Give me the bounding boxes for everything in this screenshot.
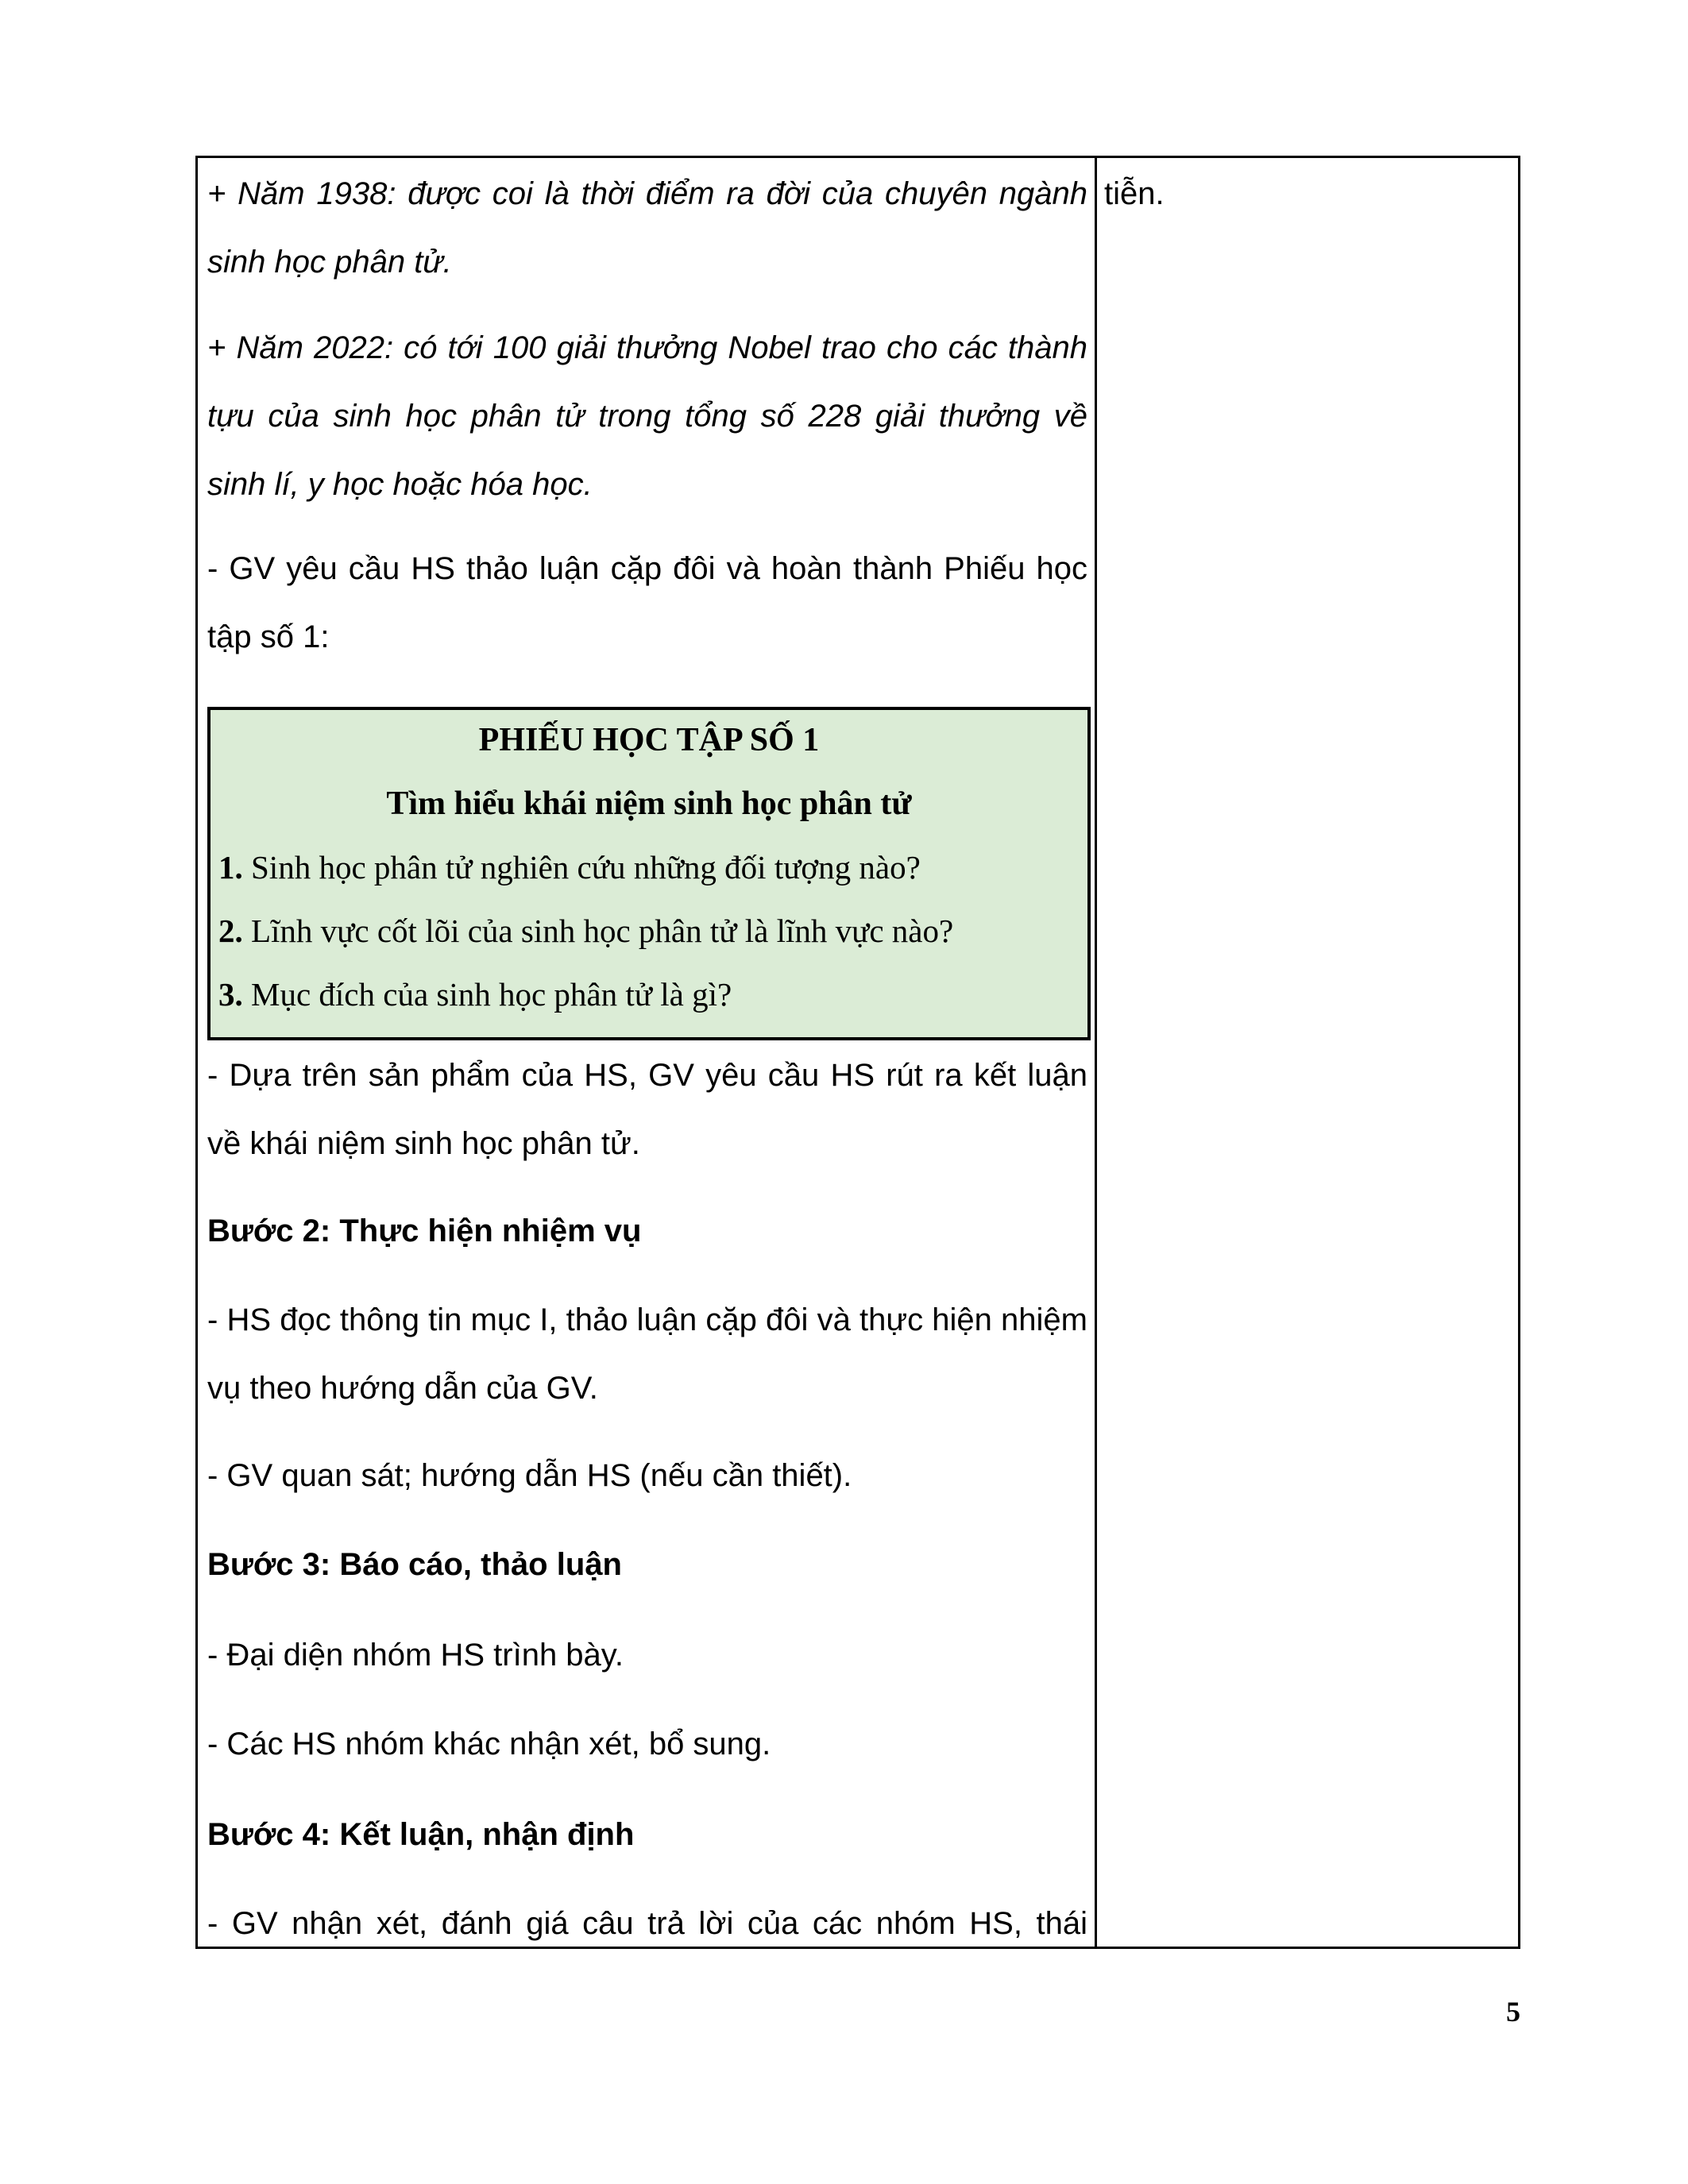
step-2-heading: Bước 2: Thực hiện nhiệm vụ [207, 1214, 642, 1248]
paragraph-students-read: - HS đọc thông tin mục I, thảo luận cặp đôi và thực hiện nhiệm vụ theo hướng dẫn của GV. [207, 1302, 1087, 1406]
worksheet-subtitle: Tìm hiểu khái niệm sinh học phân tử [386, 785, 912, 822]
paragraph-group-present: - Đại diện nhóm HS trình bày. [207, 1638, 624, 1673]
step-3-heading: Bước 3: Báo cáo, thảo luận [207, 1547, 622, 1582]
worksheet-question-3: 3. Mục đích của sinh học phân tử là gì? [218, 976, 732, 1013]
paragraph-task-assign: - GV yêu cầu HS thảo luận cặp đôi và hoàn thành Phiếu học tập số 1: [207, 551, 1087, 654]
paragraph-other-groups: - Các HS nhóm khác nhận xét, bổ sung. [207, 1727, 771, 1761]
worksheet-title: PHIẾU HỌC TẬP SỐ 1 [478, 722, 820, 758]
activity-column [207, 158, 1087, 1947]
paragraph-1938: + Năm 1938: được coi là thời điểm ra đời của chuyên ngành sinh học phân tử. [207, 176, 1087, 280]
column-divider [1095, 158, 1097, 1947]
page-number: 5 [1506, 1996, 1520, 2028]
paragraph-teacher-observe: - GV quan sát; hướng dẫn HS (nếu cần thiết). [207, 1458, 852, 1493]
paragraph-teacher-evaluate: - GV nhận xét, đánh giá câu trả lời của các nhóm HS, thái [207, 1906, 1087, 1941]
worksheet-box [207, 707, 1091, 1040]
worksheet-question-2: 2. Lĩnh vực cốt lõi của sinh học phân tử là lĩnh vực nào? [218, 913, 954, 949]
outcome-column [1104, 158, 1509, 1947]
worksheet-question-1: 1. Sinh học phân tử nghiên cứu những đối tượng nào? [218, 849, 921, 886]
paragraph-conclusion-request: - Dựa trên sản phẩm của HS, GV yêu cầu HS rút ra kết luận về khái niệm sinh học phân tử. [207, 1058, 1087, 1161]
lesson-table [195, 156, 1520, 1949]
outcome-text: tiễn. [1104, 176, 1165, 211]
step-4-heading: Bước 4: Kết luận, nhận định [207, 1817, 635, 1852]
paragraph-2022: + Năm 2022: có tới 100 giải thưởng Nobel trao cho các thành tựu của sinh học phân tử trong tổng số 228 giải thưởng về sinh lí, y học hoặc hóa học. [207, 330, 1087, 502]
